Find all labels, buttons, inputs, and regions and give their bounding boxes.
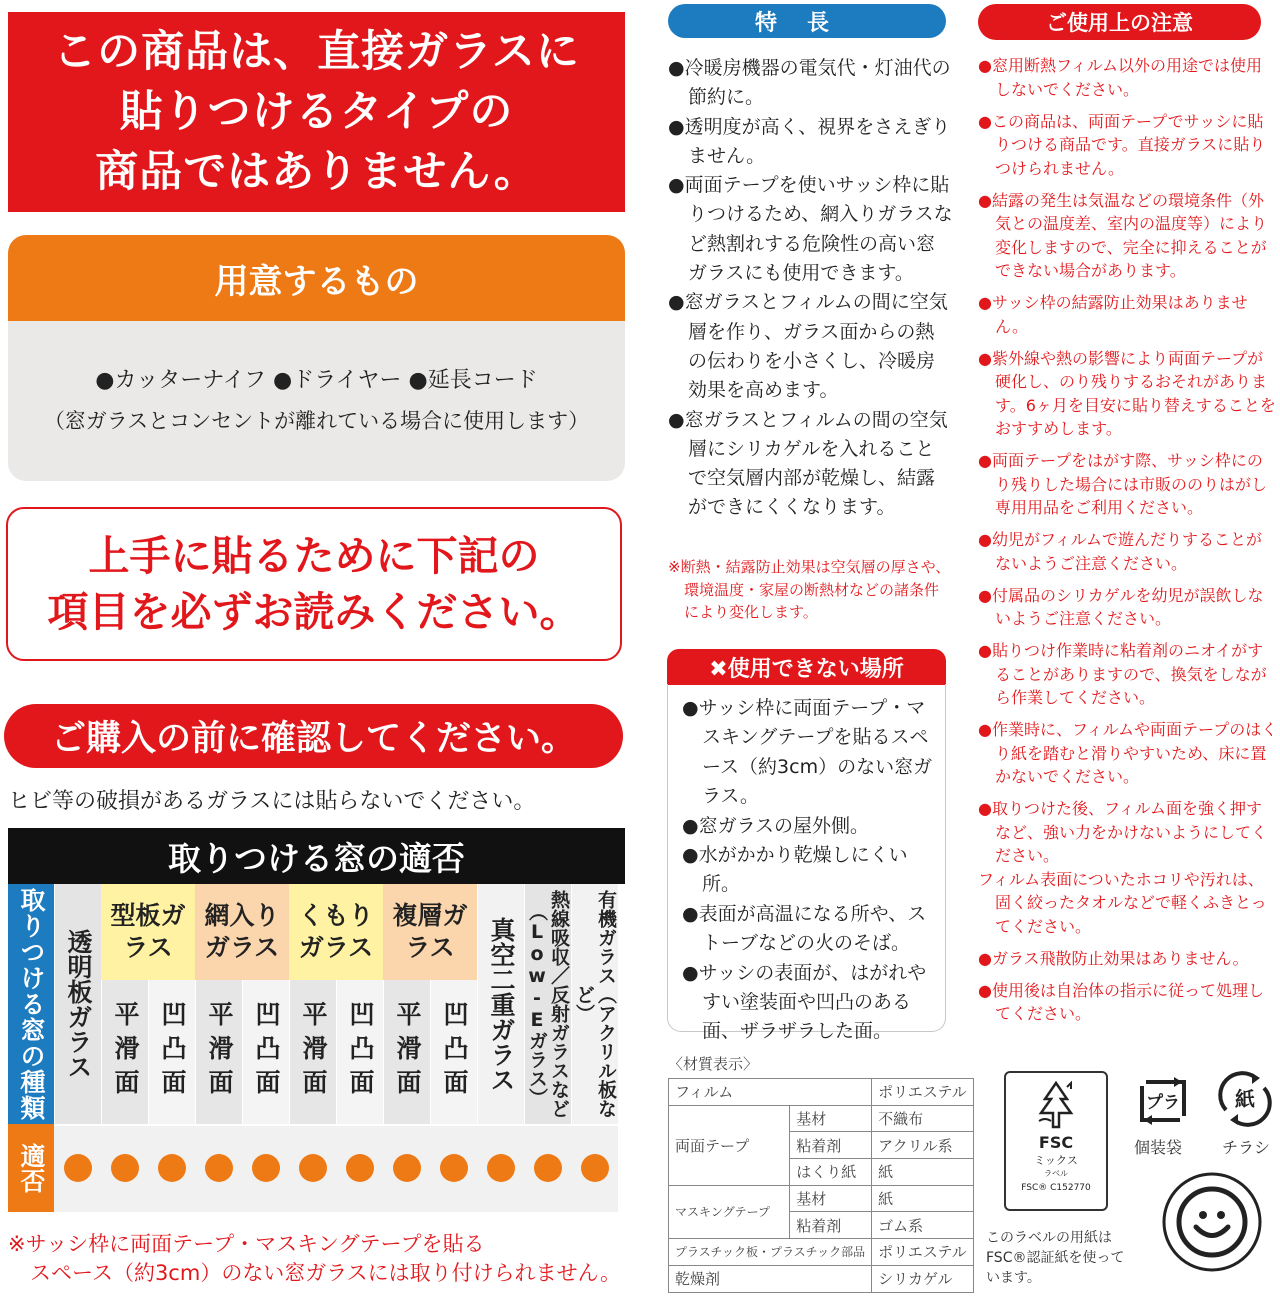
column-subheader-surface: 凹凸面	[336, 980, 383, 1124]
fit-circle-mark	[111, 1154, 139, 1182]
caution-text: ●結露の発生は気温などの環境条件（外気との温度差、室内の温度等）により変化しますので、完全に抑えることができない場合があります。	[978, 190, 1268, 280]
prep-items: ●カッターナイフ ●ドライヤー ●延長コード	[95, 368, 538, 393]
footnote-line: ※サッシ枠に両面テープ・マスキングテープを貼る	[8, 1232, 485, 1256]
column-header-glass: 真空二重ガラス	[477, 884, 524, 1124]
material-item: 乾燥剤	[669, 1265, 872, 1292]
material-item: フィルム	[669, 1079, 872, 1106]
material-value: 紙	[872, 1159, 974, 1186]
column-header-glass: 複層ガラス	[383, 884, 477, 980]
material-part: はくり紙	[790, 1159, 872, 1186]
caution-item	[978, 189, 1278, 283]
caution-text: ●使用後は自治体の指示に従って処理してください。	[978, 980, 1264, 1023]
paper-recycle-icon	[1216, 1070, 1274, 1128]
column-header-glass: くもりガラス	[289, 884, 383, 980]
purchase-note: ヒビ等の破損があるガラスには貼らないでください。	[8, 789, 536, 814]
feature-item: ●窓ガラスとフィルムの間に空気層を作り、ガラス面からの熱の伝わりを小さくし、冷暖房効果を高めます。	[668, 291, 948, 402]
plastic-mark-label: 個装袋	[1134, 1138, 1183, 1157]
read-notice-line: 項目を必ずお読みください。	[47, 588, 581, 636]
material-item: 両面テープ	[669, 1105, 790, 1185]
warning-line: 貼りつけるタイプの	[119, 87, 514, 137]
material-item: マスキングテープ	[669, 1185, 790, 1238]
feature-item: ●透明度が高く、視界をさえぎりません。	[668, 115, 951, 167]
warning-line: 商品ではありません。	[95, 147, 538, 197]
not-usable-item: ●窓ガラスの屋外側。	[682, 814, 870, 837]
caution-item	[978, 110, 1278, 181]
column-subheader-surface: 凹凸面	[148, 980, 195, 1124]
caution-text: ●幼児がフィルムで遊んだりすることがないようご注意ください。	[978, 530, 1263, 573]
caution-text: ●付属品のシリカゲルを幼児が誤飲しないようご注意ください。	[978, 585, 1264, 628]
material-part: 基材	[790, 1105, 872, 1132]
material-part: 粘着剤	[790, 1212, 872, 1239]
fit-circle-mark	[487, 1154, 515, 1182]
plastic-recycle-icon	[1134, 1072, 1192, 1130]
caution-item	[978, 347, 1278, 441]
warning-line: この商品は、直接ガラスに	[53, 27, 580, 77]
prep-body	[8, 321, 625, 481]
paper-mark-text: 紙	[1235, 1087, 1255, 1111]
column-subheader-surface: 平滑面	[101, 980, 148, 1124]
window-suitability-table	[8, 828, 625, 1212]
caution-item	[978, 947, 1278, 971]
eco-smile-mark-icon	[1160, 1170, 1264, 1274]
fit-circle-mark	[299, 1154, 327, 1182]
column-header-glass: 有機ガラス（アクリル板など）	[571, 884, 618, 1124]
feature-item: ●窓ガラスとフィルムの間の空気層にシリカゲルを入れることで空気層内部が乾燥し、結露ができにくくなります。	[668, 408, 948, 519]
fit-circle-mark	[64, 1154, 92, 1182]
fsc-tree-icon	[1031, 1079, 1081, 1133]
fit-circle-mark	[440, 1154, 468, 1182]
caution-text: ●貼りつけ作業時に粘着剤のニオイがすることがありますので、換気をしながら作業してください。	[978, 641, 1267, 707]
fit-circle-mark	[581, 1154, 609, 1182]
caution-text: ●サッシ枠の結露防止効果はありません。	[978, 293, 1248, 336]
materials-caption: 〈材質表示〉	[668, 1055, 759, 1073]
not-direct-glass-warning	[8, 12, 625, 212]
caution-item	[978, 584, 1278, 631]
fsc-note: このラベルの用紙はFSC®認証紙を使っています。	[986, 1230, 1125, 1286]
column-subheader-surface: 凹凸面	[430, 980, 477, 1124]
material-value: ポリエステル	[872, 1239, 974, 1266]
table-row	[669, 1105, 974, 1132]
caution-item	[978, 639, 1278, 710]
not-usable-item: ●水がかかり乾燥しにくい所。	[682, 844, 908, 896]
not-usable-item: ●サッシの表面が、はがれやすい塗装面や凹凸のある面、ザラザラした面。	[682, 961, 927, 1043]
caution-text: ●紫外線や熱の影響により両面テープが硬化し、のり残りするおそれがあります。6ヶ月を目安に貼り替えすることをおすすめします。	[978, 348, 1276, 438]
material-value: アクリル系	[872, 1132, 974, 1159]
fsc-code: FSC® C152770	[1021, 1183, 1091, 1193]
material-value: ポリエステル	[872, 1079, 974, 1106]
plastic-mark-text: プラ	[1146, 1093, 1180, 1113]
column-header-glass: 熱線吸収／反射ガラスなど（Low-Eガラス）	[524, 884, 571, 1124]
footnote-line: スペース（約3cm）のない窓ガラスには取り付けられません。	[30, 1261, 621, 1285]
row-label-window-type: 取りつける窓の種類	[8, 884, 54, 1124]
column-header-glass: 網入りガラス	[195, 884, 289, 980]
feature-item: ●両面テープを使いサッシ枠に貼りつけるため、網入りガラスなど熱割れする危険性の高い窓ガラスにも使用できます。	[668, 174, 953, 285]
caution-item	[978, 979, 1278, 1026]
caution-text: ●両面テープをはがす際、サッシ枠にのり残りした場合には市販ののりはがし専用用品をご利用ください。	[978, 451, 1268, 517]
paper-mark-label: チラシ	[1222, 1138, 1271, 1157]
table-footnote	[8, 1230, 638, 1288]
material-value: 不織布	[872, 1105, 974, 1132]
caution-text: ●この商品は、両面テープでサッシに貼りつける商品です。直接ガラスに貼りつけられません。	[978, 111, 1266, 178]
cautions-list	[978, 54, 1278, 1034]
caution-item	[978, 449, 1278, 520]
column-subheader-surface: 凹凸面	[242, 980, 289, 1124]
prep-note: （窓ガラスとコンセントが離れている場合に使用します）	[43, 409, 590, 433]
not-usable-list	[667, 684, 946, 1043]
caution-text: ●ガラス飛散防止効果はありません。	[978, 948, 1249, 968]
features-title: 特長	[668, 4, 946, 38]
material-value: ゴム系	[872, 1212, 974, 1239]
caution-text: ●作業時に、フィルムや両面テープのはくり紙を踏むと滑りやすいため、床に置かないでください。	[978, 720, 1278, 786]
caution-extra-text: フィルム表面についたホコリや汚れは、固く絞ったタオルなどで軽くふきとってください。	[978, 869, 1267, 936]
fit-circle-mark	[534, 1154, 562, 1182]
table-row	[669, 1265, 974, 1292]
fit-circle-mark	[346, 1154, 374, 1182]
fit-circle-mark	[158, 1154, 186, 1182]
table-title: 取りつける窓の適否	[8, 828, 625, 884]
fsc-logo	[1004, 1071, 1108, 1211]
fsc-label: ラベル	[1044, 1169, 1068, 1178]
caution-item	[978, 528, 1278, 575]
fit-circle-mark	[205, 1154, 233, 1182]
materials-table	[668, 1078, 974, 1293]
features-list	[668, 54, 953, 523]
caution-item	[978, 54, 1278, 101]
material-value: シリカゲル	[872, 1265, 974, 1292]
purchase-check-title: ご購入の前に確認してください。	[4, 704, 623, 768]
caution-item	[978, 291, 1278, 338]
table-row	[669, 1079, 974, 1106]
fit-circle-mark	[393, 1154, 421, 1182]
cautions-title: ご使用上の注意	[978, 4, 1261, 40]
column-subheader-surface: 平滑面	[289, 980, 336, 1124]
read-notice	[6, 507, 622, 661]
table-row	[669, 1185, 974, 1212]
caution-item	[978, 718, 1278, 789]
fsc-mix: ミックス	[1034, 1154, 1078, 1167]
caution-text: ●窓用断熱フィルム以外の用途では使用しないでください。	[978, 56, 1263, 99]
not-usable-title: ✖使用できない場所	[667, 649, 946, 685]
not-usable-item: ●表面が高温になる所や、ストーブなどの火のそば。	[682, 902, 927, 955]
read-notice-line: 上手に貼るために下記の	[88, 532, 540, 580]
column-header-glass: 透明板ガラス	[54, 884, 101, 1124]
caution-text: ●取りつけた後、フィルム面を強く押すなど、強い力をかけないようにしてください。	[978, 799, 1268, 865]
prep-title: 用意するもの	[8, 235, 625, 321]
column-subheader-surface: 平滑面	[195, 980, 242, 1124]
caution-item	[978, 797, 1278, 938]
table-row	[669, 1239, 974, 1266]
material-item: プラスチック板・プラスチック部品	[669, 1239, 872, 1266]
column-header-glass: 型板ガラス	[101, 884, 195, 980]
fsc-title: FSC	[1038, 1133, 1074, 1152]
row-label-fit: 適否	[8, 1124, 54, 1212]
material-part: 粘着剤	[790, 1132, 872, 1159]
features-note: ※断熱・結露防止効果は空気層の厚さや、環境温度・家屋の断熱材などの諸条件により変化します。	[668, 558, 951, 621]
feature-item: ●冷暖房機器の電気代・灯油代の節約に。	[668, 57, 951, 109]
material-part: 基材	[790, 1185, 872, 1212]
fit-circle-mark	[252, 1154, 280, 1182]
material-value: 紙	[872, 1185, 974, 1212]
column-subheader-surface: 平滑面	[383, 980, 430, 1124]
not-usable-item: ●サッシ枠に両面テープ・マスキングテープを貼るスペース（約3cm）のない窓ガラス。	[682, 697, 933, 808]
